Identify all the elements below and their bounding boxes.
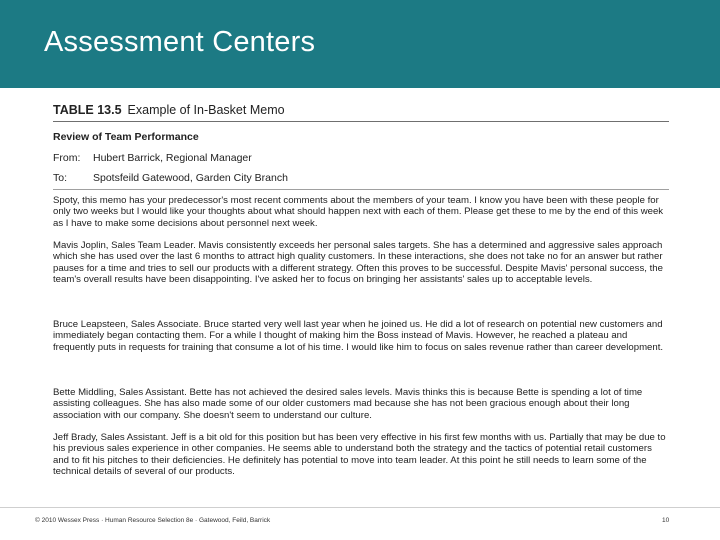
memo-to-row <box>53 172 288 184</box>
memo-paragraph-bruce: Bruce Leapsteen, Sales Associate. Bruce started very well last year when he joined us. He did a lot of research on potential new customers and immediately began contacting them. For a while I thought of making him the Boss instead of Mavis. However, he reached a plateau and frequently puts in requests for training that consume a lot of his time. I would like him to focus on sales revenue rather than career development. <box>53 319 664 353</box>
memo-to-label: To: <box>53 172 68 184</box>
memo-from-value: Hubert Barrick, Regional Manager <box>93 152 252 164</box>
memo-subject: Review of Team Performance <box>53 131 199 143</box>
table-number: TABLE 13.5 <box>53 103 122 117</box>
page-number: 10 <box>662 517 670 524</box>
footer-copyright: © 2010 Wessex Press · Human Resource Selection 8e · Gatewood, Feild, Barrick <box>35 517 271 524</box>
title-bar <box>0 0 720 88</box>
slide-title: Assessment Centers <box>44 26 316 58</box>
table-caption: Example of In-Basket Memo <box>127 103 285 117</box>
memo-to-value: Spotsfeild Gatewood, Garden City Branch <box>93 172 288 184</box>
memo-header-divider <box>53 189 669 190</box>
memo-paragraph-intro: Spoty, this memo has your predecessor's most recent comments about the members of your team. I know you have been with these people for only two weeks but I would like your thoughts about what should happen next with each of them. Please get these to me by the end of this week as I have to make some decisions about personnel next week. <box>53 195 664 229</box>
heading-divider <box>53 121 669 122</box>
memo-from-label: From: <box>53 152 81 164</box>
memo-from-row <box>53 152 252 164</box>
table-heading <box>53 103 285 117</box>
memo-paragraph-mavis: Mavis Joplin, Sales Team Leader. Mavis consistently exceeds her personal sales targets. She has a determined and aggressive sales approach which she has used over the last 6 months to attract high quality customers. In these interactions, she does not take no for an answer but rather pauses for a time and tries to sell our products with a different strategy. Often this proves to be successful. Despite Mavis' personal success, the team's overall results have been disappointing. I've asked her to focus on bringing her assistants' sales up to acceptable levels. <box>53 240 663 285</box>
footer-divider <box>0 507 720 508</box>
memo-paragraph-bette: Bette Middling, Sales Assistant. Bette has not achieved the desired sales levels. Mavis thinks this is because Bette is spending a lot of time assisting colleagues. She has also made some of our older customers mad because she has not been gracious enough about their long association with our company. She doesn't seem to understand our culture. <box>53 387 643 421</box>
memo-paragraph-jeff: Jeff Brady, Sales Assistant. Jeff is a bit old for this position but has been very effective in his first few months with us. Partially that may be due to his previous sales experience in other companies. He seems able to understand both the strategy and the tactics of potential retail customers and to fit his pitches to their deficiencies. He definitely has potential to move into team leader. At this point he still needs to learn some of the technical details of several of our products. <box>53 432 666 477</box>
